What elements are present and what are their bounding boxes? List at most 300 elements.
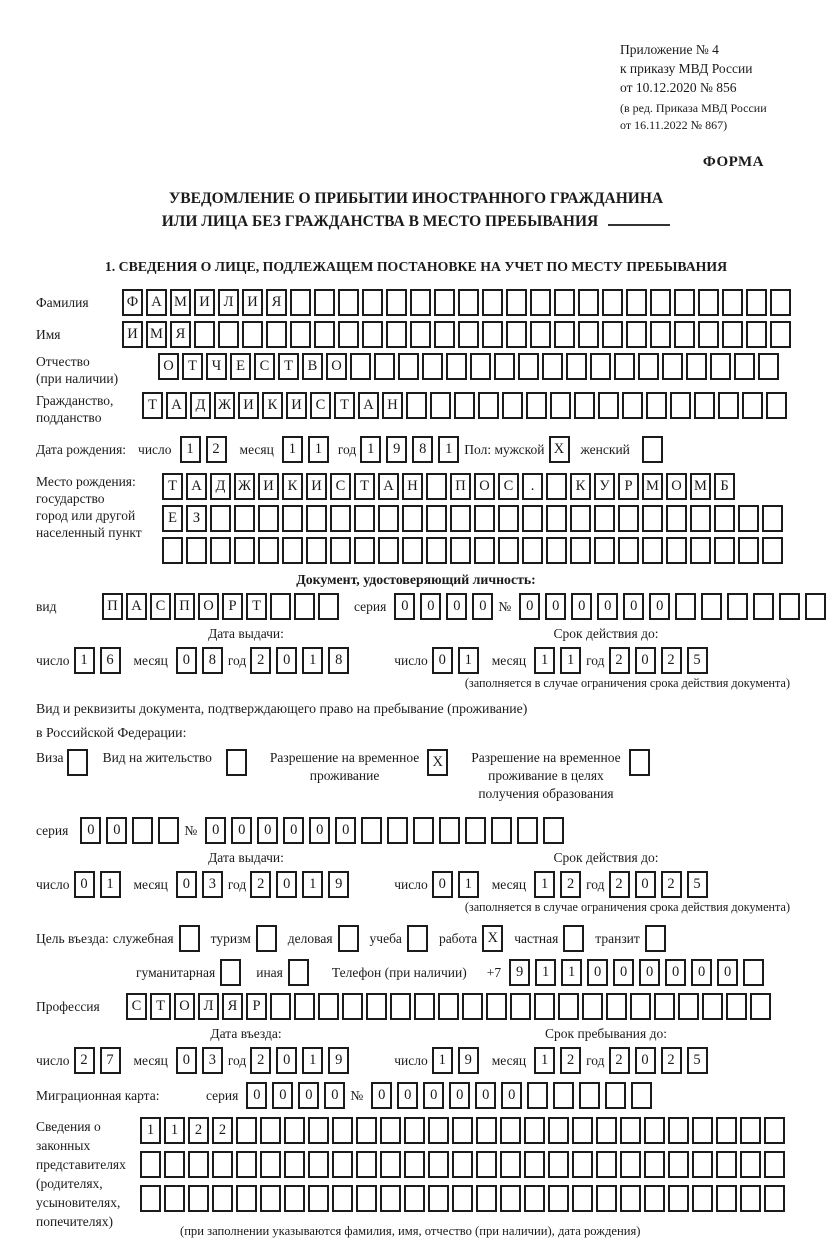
char-cell [362, 289, 383, 316]
char-cell [714, 537, 735, 564]
char-cell: 1 [164, 1117, 185, 1144]
char-cell [605, 1082, 626, 1109]
temp-permit-checkbox [427, 749, 451, 776]
patronymic-field [158, 353, 782, 380]
char-cell [387, 817, 408, 844]
char-cell: 0 [449, 1082, 470, 1109]
char-cell [530, 321, 551, 348]
char-cell [710, 353, 731, 380]
char-cell: 0 [80, 817, 101, 844]
char-cell [284, 1151, 305, 1178]
char-cell [306, 505, 327, 532]
char-cell: 2 [609, 1047, 630, 1074]
char-cell [476, 1185, 497, 1212]
residence-permit-label: Вид на жительство [102, 750, 212, 765]
char-cell [543, 817, 564, 844]
char-cell [402, 537, 423, 564]
char-cell [572, 1185, 593, 1212]
char-cell [452, 1185, 473, 1212]
surname-field [122, 289, 794, 316]
month-label: месяц [133, 1052, 168, 1068]
char-cell [282, 537, 303, 564]
char-cell: 0 [432, 647, 453, 674]
char-cell [236, 1151, 257, 1178]
char-cell [294, 993, 315, 1020]
visa-checkbox [67, 749, 91, 776]
char-cell [734, 353, 755, 380]
legal-reps-label-line2: законных [36, 1138, 91, 1153]
char-cell [620, 1117, 641, 1144]
char-cell: 0 [276, 1047, 297, 1074]
sex-male-checkbox [549, 436, 573, 463]
doc-issue-day-field [74, 647, 126, 674]
char-cell [140, 1151, 161, 1178]
sex-female-checkbox [642, 436, 666, 463]
char-cell [270, 993, 291, 1020]
char-cell: С [498, 473, 519, 500]
char-cell [354, 505, 375, 532]
char-cell [650, 289, 671, 316]
char-cell: И [122, 321, 143, 348]
entry-month-field [176, 1047, 228, 1074]
char-cell: 0 [272, 1082, 293, 1109]
edu-permit-checkbox [629, 749, 653, 776]
char-cell: К [282, 473, 303, 500]
char-cell [236, 1117, 257, 1144]
month-label: месяц [133, 652, 168, 668]
edu-permit-label-line3: получения образования [478, 786, 614, 801]
char-cell [570, 505, 591, 532]
char-cell [546, 537, 567, 564]
char-cell: Л [198, 993, 219, 1020]
doc-dates-row [36, 647, 796, 674]
purpose-tourism-label: туризм [210, 930, 251, 946]
char-cell [726, 993, 747, 1020]
permit-date-heads [36, 850, 796, 866]
char-cell: 0 [587, 959, 608, 986]
char-cell [570, 537, 591, 564]
char-cell [594, 537, 615, 564]
char-cell: 1 [458, 647, 479, 674]
purpose-official-checkbox [179, 925, 203, 952]
char-cell: М [170, 289, 191, 316]
doc-valid-day-field [432, 647, 484, 674]
char-cell: И [242, 289, 263, 316]
char-cell: 3 [202, 871, 223, 898]
char-cell: 2 [188, 1117, 209, 1144]
profession-field [126, 993, 774, 1020]
char-cell [574, 392, 595, 419]
year-label: год [227, 1052, 247, 1068]
char-cell [361, 817, 382, 844]
day-label: число [394, 876, 428, 892]
char-cell [738, 505, 759, 532]
char-cell [314, 321, 335, 348]
form-title [36, 187, 796, 233]
purpose-official-label: служебная [112, 930, 174, 946]
char-cell [722, 289, 743, 316]
birthplace-field-row1 [162, 473, 786, 500]
char-cell: 0 [276, 871, 297, 898]
char-cell [770, 289, 791, 316]
char-cell: Е [230, 353, 251, 380]
patronymic-row [36, 353, 796, 387]
char-cell [510, 993, 531, 1020]
char-cell: 2 [661, 871, 682, 898]
char-cell: А [146, 289, 167, 316]
char-cell: Т [162, 473, 183, 500]
permit-issue-year-field [250, 871, 354, 898]
doc-issue-year-field [250, 647, 354, 674]
char-cell: А [186, 473, 207, 500]
purpose-work-checkbox [482, 925, 506, 952]
char-cell: А [378, 473, 399, 500]
char-cell [308, 1117, 329, 1144]
char-cell [380, 1185, 401, 1212]
surname-row [36, 289, 796, 316]
char-cell: 1 [438, 436, 459, 463]
char-cell [414, 993, 435, 1020]
char-cell [629, 749, 650, 776]
char-cell: 2 [250, 1047, 271, 1074]
char-cell [668, 1117, 689, 1144]
char-cell [572, 1151, 593, 1178]
birthplace-row [36, 473, 796, 564]
temp-permit-label-line1: Разрешение на временное [269, 750, 420, 765]
char-cell [670, 392, 691, 419]
char-cell [338, 321, 359, 348]
char-cell [186, 537, 207, 564]
char-cell [746, 289, 767, 316]
char-cell [450, 537, 471, 564]
char-cell [779, 593, 800, 620]
char-cell: 8 [412, 436, 433, 463]
doc-series-label: серия [354, 598, 387, 614]
legal-reps-row [36, 1117, 796, 1239]
char-cell: 0 [246, 1082, 267, 1109]
char-cell: 0 [176, 1047, 197, 1074]
form-title-line2: ИЛИ ЛИЦА БЕЗ ГРАЖДАНСТВА В МЕСТО ПРЕБЫВАНИЯ [161, 213, 599, 230]
year-label: год [586, 652, 605, 668]
char-cell [553, 1082, 574, 1109]
char-cell [692, 1185, 713, 1212]
char-cell: И [286, 392, 307, 419]
char-cell [338, 925, 359, 952]
char-cell: 0 [309, 817, 330, 844]
edu-permit-label-line2: проживание в целях [488, 768, 604, 783]
char-cell [740, 1151, 761, 1178]
permit-dates-row [36, 871, 796, 898]
char-cell [602, 321, 623, 348]
char-cell: 0 [649, 593, 670, 620]
stay-year-field [609, 1047, 713, 1074]
char-cell [506, 321, 527, 348]
char-cell: 0 [571, 593, 592, 620]
char-cell [764, 1117, 785, 1144]
residence-doc-line2: в Российской Федерации: [36, 725, 187, 740]
permit-number-label: № [184, 822, 198, 838]
sex-male-label: Пол: мужской [464, 441, 545, 457]
char-cell: 5 [687, 871, 708, 898]
char-cell [654, 993, 675, 1020]
char-cell [342, 993, 363, 1020]
char-cell: 2 [206, 436, 227, 463]
citizenship-label-line2: подданство [36, 410, 102, 425]
char-cell [410, 321, 431, 348]
year-label: год [586, 1052, 605, 1068]
char-cell: 1 [302, 1047, 323, 1074]
char-cell: 1 [308, 436, 329, 463]
section1-title: 1. СВЕДЕНИЯ О ЛИЦЕ, ПОДЛЕЖАЩЕМ ПОСТАНОВКЕ НА УЧЕТ ПО МЕСТУ ПРЕБЫВАНИЯ [104, 259, 728, 274]
ref-line-small: (в ред. Приказа МВД России [620, 101, 767, 115]
doc-type-label: вид [36, 598, 57, 614]
char-cell: С [254, 353, 275, 380]
char-cell [764, 1151, 785, 1178]
char-cell [439, 817, 460, 844]
purpose-work-label: работа [438, 930, 478, 946]
char-cell: 1 [458, 871, 479, 898]
doc-valid-year-field [609, 647, 713, 674]
char-cell: Я [170, 321, 191, 348]
char-cell [458, 321, 479, 348]
char-cell: 1 [534, 871, 555, 898]
citizenship-row [36, 392, 796, 426]
char-cell: Н [382, 392, 403, 419]
birthplace-label [36, 473, 162, 541]
char-cell [770, 321, 791, 348]
purpose-other-label: иная [256, 964, 283, 980]
char-cell: С [126, 993, 147, 1020]
char-cell: X [427, 749, 448, 776]
sex-female-label: женский [580, 441, 630, 457]
purpose-private-checkbox [563, 925, 587, 952]
char-cell: А [126, 593, 147, 620]
char-cell [582, 993, 603, 1020]
char-cell: Б [714, 473, 735, 500]
char-cell [690, 537, 711, 564]
char-cell [218, 321, 239, 348]
birthplace-label-line4: населенный пункт [36, 525, 142, 540]
char-cell: 0 [397, 1082, 418, 1109]
edu-permit-label [471, 749, 620, 803]
char-cell [746, 321, 767, 348]
doc-valid-month-field [534, 647, 586, 674]
mig-series-label: серия [206, 1087, 239, 1103]
purpose-row [36, 925, 796, 952]
char-cell: 0 [501, 1082, 522, 1109]
day-label: число [36, 1052, 70, 1068]
char-cell [620, 1151, 641, 1178]
residence-permit-option [103, 749, 250, 776]
residence-doc-line1: Вид и реквизиты документа, подтверждающего право на пребывание (проживание) [36, 701, 528, 716]
char-cell [548, 1117, 569, 1144]
char-cell: 0 [298, 1082, 319, 1109]
birthplace-field-row3 [162, 537, 786, 564]
char-cell [362, 321, 383, 348]
char-cell: Ж [234, 473, 255, 500]
char-cell [618, 537, 639, 564]
char-cell [579, 1082, 600, 1109]
char-cell [390, 993, 411, 1020]
purpose-business-checkbox [338, 925, 362, 952]
char-cell [645, 925, 666, 952]
char-cell [578, 289, 599, 316]
birthplace-field-row2 [162, 505, 786, 532]
char-cell [270, 593, 291, 620]
char-cell [476, 1151, 497, 1178]
char-cell [426, 473, 447, 500]
char-cell [698, 289, 719, 316]
char-cell [462, 993, 483, 1020]
char-cell: 1 [560, 647, 581, 674]
char-cell [542, 353, 563, 380]
birthplace-label-line1: Место рождения: [36, 474, 136, 489]
char-cell [526, 392, 547, 419]
doc-number-label: № [498, 598, 512, 614]
doc-valid-note: (заполняется в случае ограничения срока действия документа) [464, 676, 790, 690]
char-cell: О [326, 353, 347, 380]
char-cell [753, 593, 774, 620]
char-cell [694, 392, 715, 419]
purpose-humanitarian-checkbox [220, 959, 244, 986]
char-cell [668, 1151, 689, 1178]
char-cell [210, 505, 231, 532]
char-cell [256, 925, 277, 952]
char-cell [308, 1151, 329, 1178]
citizenship-field [142, 392, 790, 419]
char-cell: К [262, 392, 283, 419]
doc-issue-month-field [176, 647, 228, 674]
char-cell [234, 505, 255, 532]
char-cell [434, 289, 455, 316]
patronymic-label-line2: (при наличии) [36, 371, 119, 386]
char-cell [558, 993, 579, 1020]
char-cell [452, 1117, 473, 1144]
char-cell [162, 537, 183, 564]
phone-field [509, 959, 769, 986]
forma-label: ФОРМА [702, 154, 764, 170]
day-label: число [138, 441, 172, 457]
char-cell [330, 537, 351, 564]
char-cell: 8 [328, 647, 349, 674]
name-field [122, 321, 794, 348]
char-cell [260, 1185, 281, 1212]
char-cell [378, 537, 399, 564]
char-cell: Ж [214, 392, 235, 419]
char-cell [566, 353, 587, 380]
char-cell [626, 321, 647, 348]
profession-label: Профессия [36, 998, 100, 1014]
phone-prefix: +7 [486, 964, 502, 980]
purpose-label: Цель въезда: [36, 930, 109, 946]
purpose-tourism-checkbox [256, 925, 280, 952]
char-cell [446, 353, 467, 380]
legal-reps-label-line6: попечителях) [36, 1214, 113, 1229]
char-cell [686, 353, 707, 380]
char-cell [354, 537, 375, 564]
char-cell: О [174, 993, 195, 1020]
char-cell [188, 1151, 209, 1178]
char-cell [527, 1082, 548, 1109]
char-cell: Т [334, 392, 355, 419]
permit-series-field [80, 817, 184, 844]
char-cell: 0 [283, 817, 304, 844]
char-cell: Т [142, 392, 163, 419]
temp-permit-option [270, 749, 451, 785]
char-cell [530, 289, 551, 316]
char-cell [596, 1185, 617, 1212]
mig-number-label: № [350, 1087, 364, 1103]
char-cell [596, 1151, 617, 1178]
ref-line: Приложение № 4 [620, 42, 719, 57]
char-cell: И [238, 392, 259, 419]
char-cell: 0 [635, 1047, 656, 1074]
char-cell [332, 1151, 353, 1178]
char-cell [318, 993, 339, 1020]
char-cell [805, 593, 826, 620]
permit-issue-day-field [74, 871, 126, 898]
char-cell: С [310, 392, 331, 419]
char-cell [474, 537, 495, 564]
char-cell [762, 505, 783, 532]
char-cell [404, 1185, 425, 1212]
char-cell: Т [246, 593, 267, 620]
char-cell [350, 353, 371, 380]
char-cell [738, 537, 759, 564]
char-cell: П [174, 593, 195, 620]
char-cell: 2 [661, 1047, 682, 1074]
char-cell: 2 [609, 647, 630, 674]
char-cell [690, 505, 711, 532]
char-cell [740, 1185, 761, 1212]
char-cell [740, 1117, 761, 1144]
purpose-private-label: частная [514, 930, 559, 946]
char-cell: 2 [661, 647, 682, 674]
birthdate-row [36, 436, 796, 463]
char-cell: М [642, 473, 663, 500]
char-cell [374, 353, 395, 380]
char-cell [602, 289, 623, 316]
char-cell [626, 289, 647, 316]
char-cell [742, 392, 763, 419]
char-cell: О [666, 473, 687, 500]
char-cell [722, 321, 743, 348]
char-cell: 0 [623, 593, 644, 620]
doc-number-field [519, 593, 831, 620]
char-cell [212, 1185, 233, 1212]
char-cell [598, 392, 619, 419]
permit-valid-year-field [609, 871, 713, 898]
day-label: число [394, 1052, 428, 1068]
char-cell [692, 1117, 713, 1144]
char-cell [290, 321, 311, 348]
char-cell [308, 1185, 329, 1212]
char-cell [290, 289, 311, 316]
month-label: месяц [239, 441, 274, 457]
char-cell [220, 959, 241, 986]
char-cell [258, 505, 279, 532]
entry-date-heads [36, 1026, 796, 1042]
char-cell [578, 321, 599, 348]
char-cell: 0 [475, 1082, 496, 1109]
entry-day-field [74, 1047, 126, 1074]
char-cell [631, 1082, 652, 1109]
char-cell: 0 [432, 871, 453, 898]
char-cell: 1 [74, 647, 95, 674]
char-cell: 0 [639, 959, 660, 986]
char-cell: 0 [176, 871, 197, 898]
char-cell [606, 993, 627, 1020]
